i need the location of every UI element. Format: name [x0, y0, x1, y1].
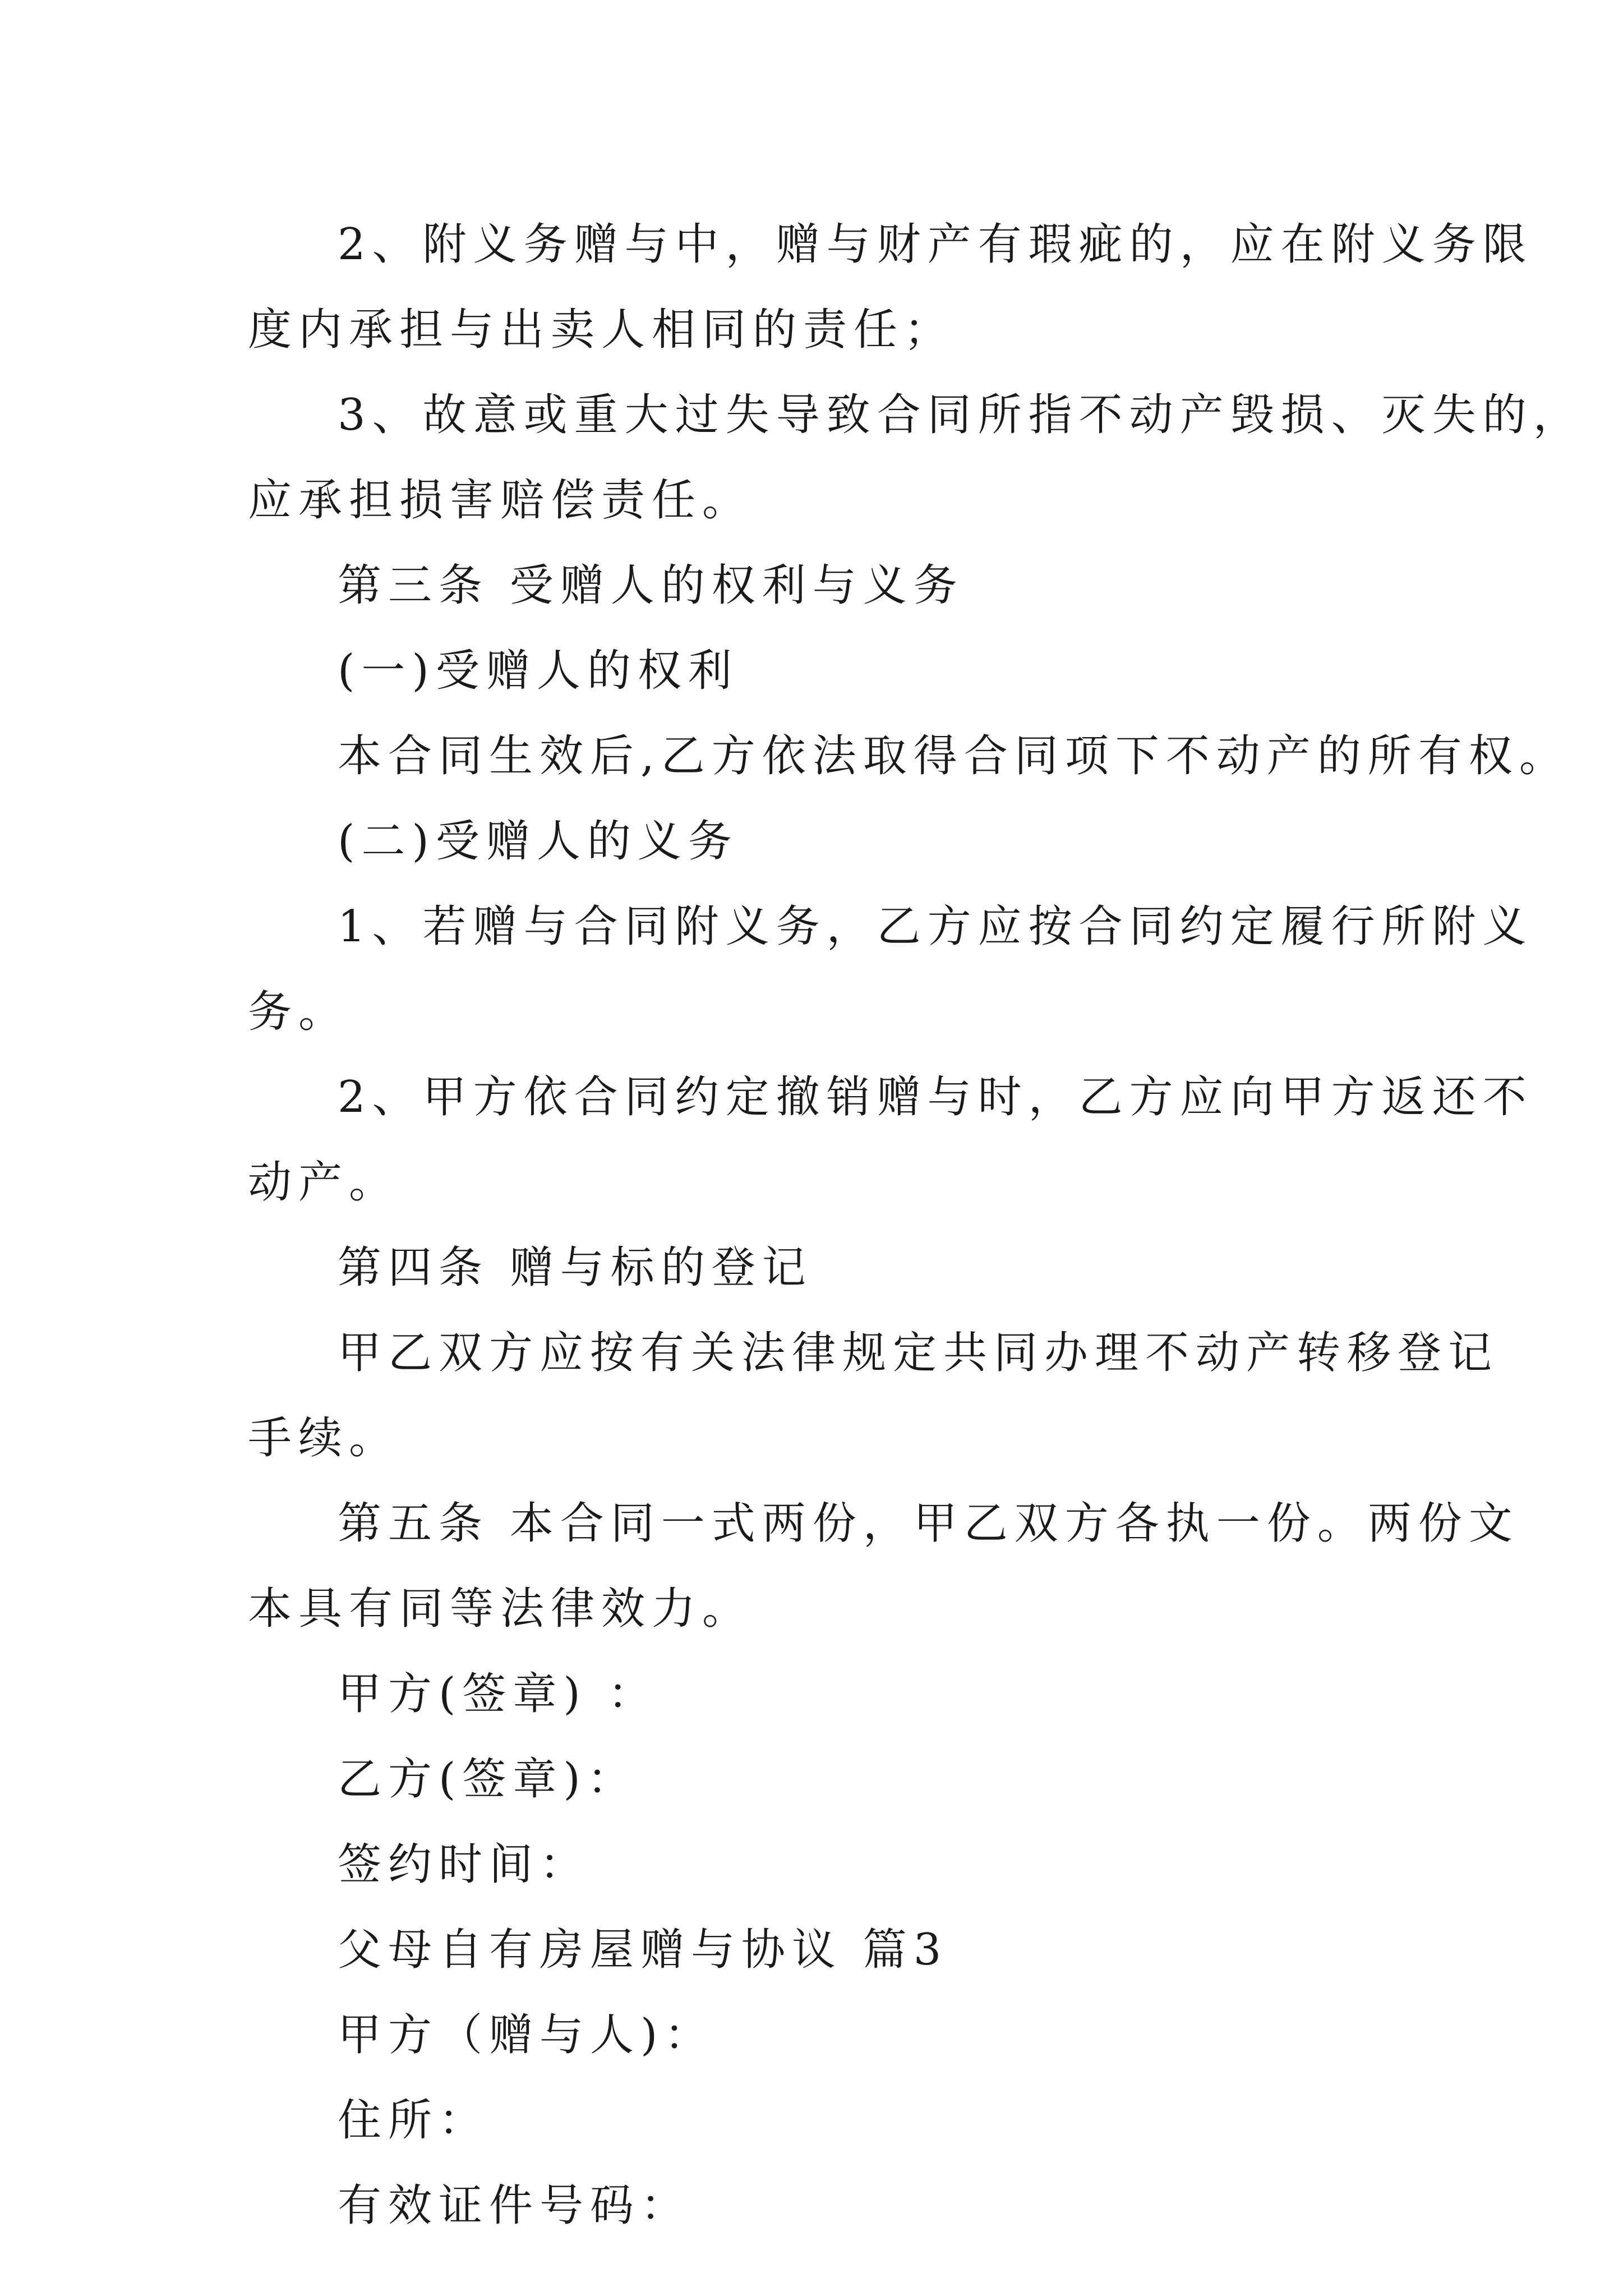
document-line: 度内承担与出卖人相同的责任； — [248, 305, 955, 355]
document-line: 甲方（赠与人)： — [338, 2010, 715, 2060]
document-line: 2、甲方依合同约定撤销赠与时，乙方应向甲方返还不 — [338, 1072, 1533, 1122]
document-line: 有效证件号码： — [338, 2180, 691, 2231]
document-line: 签约时间： — [338, 1839, 591, 1890]
document-body — [248, 202, 1584, 2248]
document-line: 第三条 受赠人的权利与义务 — [338, 560, 964, 611]
document-line: 本具有同等法律效力。 — [248, 1584, 753, 1634]
document-line: 甲乙双方应按有关法律规定共同办理不动产转移登记 — [338, 1328, 1499, 1378]
document-line: 务。 — [248, 987, 349, 1037]
document-line: 手续。 — [248, 1413, 400, 1464]
document-line: 1、若赠与合同附义务，乙方应按合同约定履行所附义 — [338, 901, 1533, 952]
document-line: 第四条 赠与标的登记 — [338, 1243, 813, 1293]
document-line: (一)受赠人的权利 — [338, 646, 739, 696]
document-line: 住所： — [338, 2095, 490, 2146]
document-line: 本合同生效后,乙方依法取得合同项下不动产的所有权。 — [338, 731, 1570, 781]
document-line: 动产。 — [248, 1157, 400, 1208]
document-line: 父母自有房屋赠与协议 篇3 — [338, 1925, 948, 1975]
document-line: 应承担损害赔偿责任。 — [248, 475, 753, 526]
document-line: 乙方(签章)： — [338, 1754, 638, 1805]
document-line: 2、附义务赠与中，赠与财产有瑕疵的，应在附义务限 — [338, 219, 1533, 270]
document-line: (二)受赠人的义务 — [338, 816, 739, 867]
document-line: 第五条 本合同一式两份，甲乙双方各执一份。两份文 — [338, 1498, 1519, 1549]
document-line: 3、故意或重大过失导致合同所指不动产毁损、灭失的， — [338, 390, 1584, 440]
document-line: 甲方(签章) ： — [338, 1669, 658, 1719]
